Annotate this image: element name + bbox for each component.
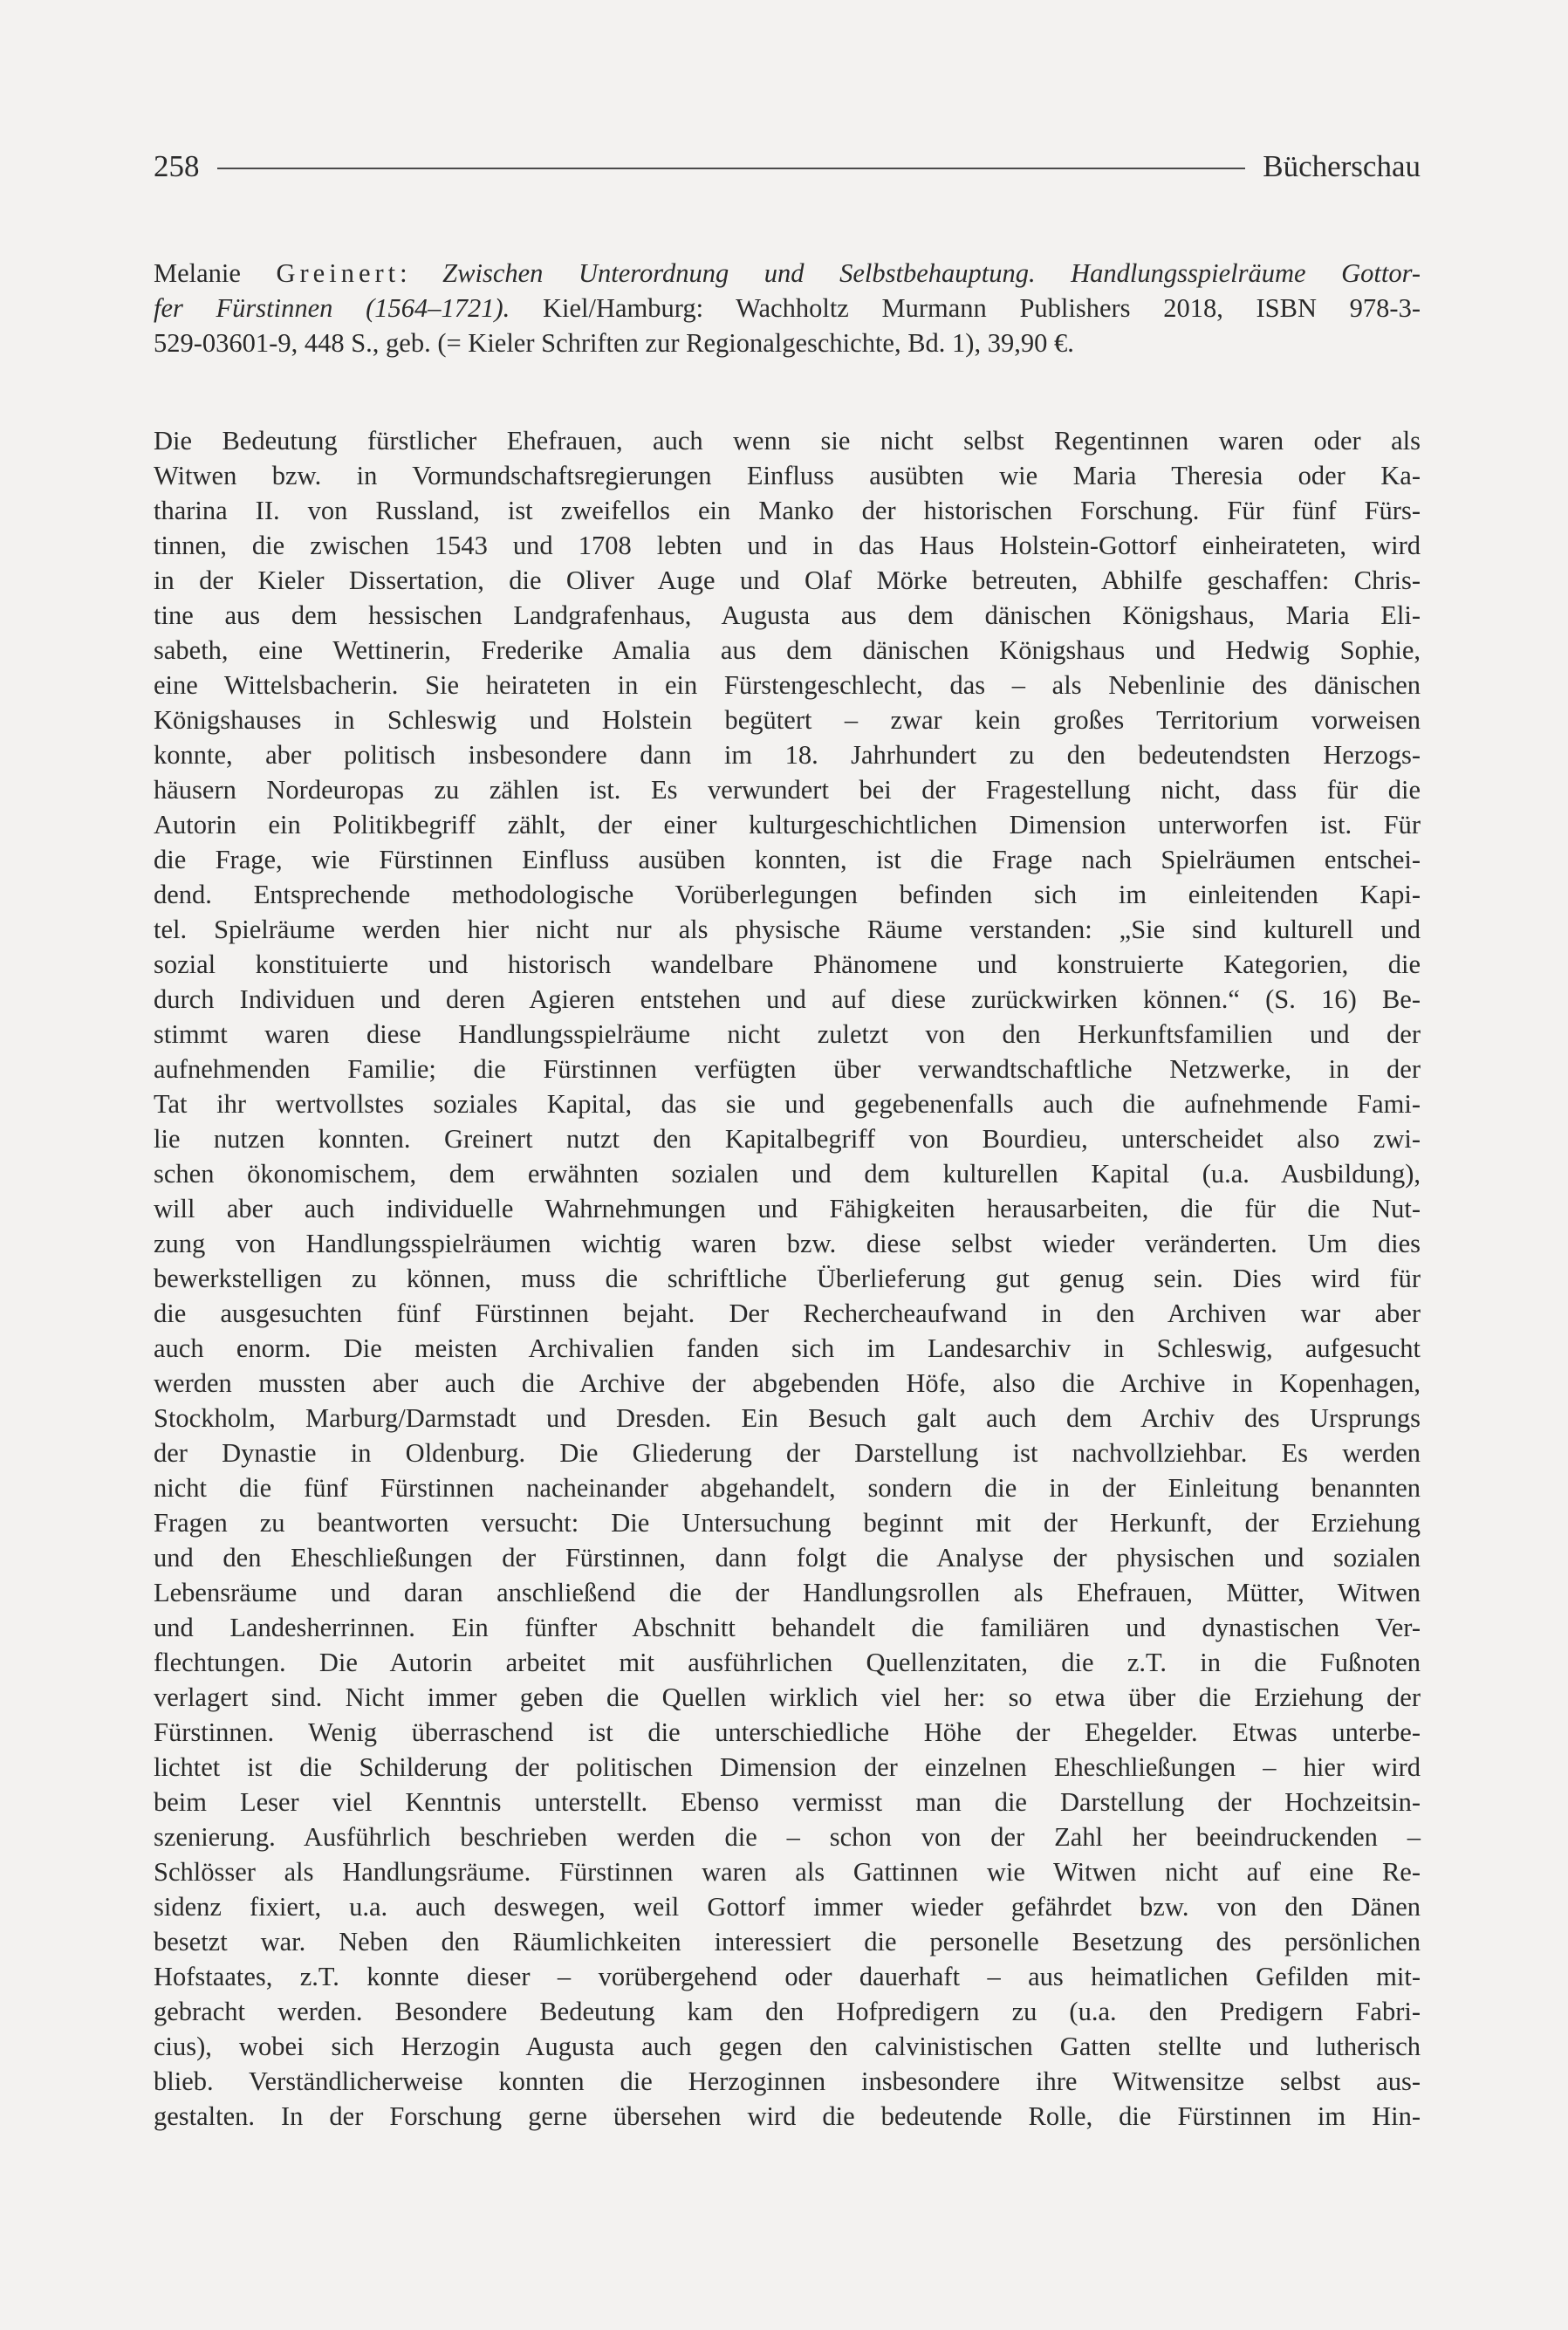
body-text-line: und den Eheschließungen der Fürstinnen, dann folgt die Analyse der physischen und sozialen xyxy=(154,1543,1421,1573)
body-text-line: Stockholm, Marburg/Darmstadt und Dresden. Ein Besuch galt auch dem Archiv des Ursprungs xyxy=(154,1403,1421,1433)
body-text-line: sabeth, eine Wettinerin, Frederike Amalia aus dem dänischen Königshaus und Hedwig Sophie, xyxy=(154,635,1421,665)
body-text-line: Witwen bzw. in Vormundschaftsregierungen Einfluss ausübten wie Maria Theresia oder Ka- xyxy=(154,461,1421,490)
header-rule xyxy=(217,168,1246,169)
body-text-line: stimmt waren diese Handlungsspielräume nicht zuletzt von den Herkunftsfamilien und der xyxy=(154,1019,1421,1049)
body-text-line: lie nutzen konnten. Greinert nutzt den Kapitalbegriff von Bourdieu, unterscheidet also zwi- xyxy=(154,1124,1421,1154)
body-text-line: Königshauses in Schleswig und Holstein begütert – zwar kein großes Territorium vorweisen xyxy=(154,705,1421,735)
body-text-line: der Dynastie in Oldenburg. Die Gliederung der Darstellung ist nachvollziehbar. Es werden xyxy=(154,1438,1421,1468)
body-text-line: bewerkstelligen zu können, muss die schriftliche Überlieferung gut genug sein. Dies wird für xyxy=(154,1264,1421,1293)
body-text-line: dend. Entsprechende methodologische Vorüberlegungen befinden sich im einleitenden Kapi- xyxy=(154,880,1421,909)
body-text-line: lichtet ist die Schilderung der politischen Dimension der einzelnen Eheschließungen – hier wird xyxy=(154,1752,1421,1782)
body-text-line: Hofstaates, z.T. konnte dieser – vorübergehend oder dauerhaft – aus heimatlichen Gefilden mit- xyxy=(154,1962,1421,1991)
body-text-line: tine aus dem hessischen Landgrafenhaus, Augusta aus dem dänischen Königshaus, Maria Eli- xyxy=(154,600,1421,630)
body-text-line: gebracht werden. Besondere Bedeutung kam den Hofpredigern zu (u.a. den Predigern Fabri- xyxy=(154,1997,1421,2026)
body-text-line: aufnehmenden Familie; die Fürstinnen verfügten über verwandtschaftliche Netzwerke, in der xyxy=(154,1054,1421,1084)
body-text-line: besetzt war. Neben den Räumlichkeiten interessiert die personelle Besetzung des persönlichen xyxy=(154,1927,1421,1957)
review-body xyxy=(154,423,1421,2134)
body-text-line: tinnen, die zwischen 1543 und 1708 lebten und in das Haus Holstein-Gottorf einheirateten, wird xyxy=(154,531,1421,560)
body-text-line: blieb. Verständlicherweise konnten die Herzoginnen insbesondere ihre Witwensitze selbst aus- xyxy=(154,2066,1421,2096)
body-text-line: Schlösser als Handlungsräume. Fürstinnen waren als Gattinnen wie Witwen nicht auf eine Re- xyxy=(154,1857,1421,1887)
author-given-name: Melanie xyxy=(154,258,277,288)
body-text-line: cius), wobei sich Herzogin Augusta auch gegen den calvinistischen Gatten stellte und lutherisch xyxy=(154,2032,1421,2061)
body-text-line: sozial konstituierte und historisch wandelbare Phänomene und konstruierte Kategorien, die xyxy=(154,949,1421,979)
body-text-line: Fragen zu beantworten versucht: Die Untersuchung beginnt mit der Herkunft, der Erziehung xyxy=(154,1508,1421,1538)
citation-line: Melanie Greinert: Zwischen Unterordnung und Selbstbehauptung. Handlungsspielräume Gottor- xyxy=(154,258,1421,288)
running-header xyxy=(154,141,1421,190)
body-text-line: und Landesherrinnen. Ein fünfter Abschnitt behandelt die familiären und dynastischen Ver- xyxy=(154,1613,1421,1642)
page-number: 258 xyxy=(154,148,200,183)
body-text-line: werden mussten aber auch die Archive der abgebenden Höfe, also die Archive in Kopenhagen, xyxy=(154,1368,1421,1398)
body-text-line: schen ökonomischem, dem erwähnten sozialen und dem kulturellen Kapital (u.a. Ausbildung), xyxy=(154,1159,1421,1189)
body-text-line: nicht die fünf Fürstinnen nacheinander abgehandelt, sondern die in der Einleitung benannten xyxy=(154,1473,1421,1503)
publication-info: Kiel/Hamburg: Wachholtz Murmann Publishers 2018, ISBN 978-3- xyxy=(510,293,1421,323)
body-text-line: gestalten. In der Forschung gerne übersehen wird die bedeutende Rolle, die Fürstinnen im Hin- xyxy=(154,2101,1421,2131)
body-text-line: verlagert sind. Nicht immer geben die Quellen wirklich viel her: so etwa über die Erziehung der xyxy=(154,1682,1421,1712)
body-text-line: konnte, aber politisch insbesondere dann im 18. Jahrhundert zu den bedeutendsten Herzogs- xyxy=(154,740,1421,770)
body-text-line: auch enorm. Die meisten Archivalien fanden sich im Landesarchiv in Schleswig, aufgesucht xyxy=(154,1333,1421,1363)
body-text-line: sidenz fixiert, u.a. auch deswegen, weil Gottorf immer wieder gefährdet bzw. von den Dänen xyxy=(154,1892,1421,1922)
body-text-line: in der Kieler Dissertation, die Oliver Auge und Olaf Mörke betreuten, Abhilfe geschaffen: Chris- xyxy=(154,565,1421,595)
citation-line xyxy=(154,291,1421,326)
citation-line xyxy=(154,326,1421,360)
body-text-line: Autorin ein Politikbegriff zählt, der einer kulturgeschichtlichen Dimension unterworfen ist. Für xyxy=(154,810,1421,839)
body-text-line: szenierung. Ausführlich beschrieben werden die – schon von der Zahl her beeindruckenden – xyxy=(154,1822,1421,1852)
body-text-line: tel. Spielräume werden hier nicht nur als physische Räume verstanden: „Sie sind kulturell und xyxy=(154,915,1421,944)
body-text-line: die Frage, wie Fürstinnen Einfluss ausüben konnten, ist die Frage nach Spielräumen entschei- xyxy=(154,845,1421,874)
publication-details: 529-03601-9, 448 S., geb. (= Kieler Schriften zur Regionalgeschichte, Bd. 1), 39,90 €. xyxy=(154,328,1074,358)
body-text-line: beim Leser viel Kenntnis unterstellt. Ebenso vermisst man die Darstellung der Hochzeitsin- xyxy=(154,1787,1421,1817)
body-text-line: eine Wittelsbacherin. Sie heirateten in ein Fürstengeschlecht, das – als Nebenlinie des dänischen xyxy=(154,670,1421,700)
body-text-line: tharina II. von Russland, ist zweifellos ein Manko der historischen Forschung. Für fünf Fürs- xyxy=(154,496,1421,525)
body-text-line: will aber auch individuelle Wahrnehmungen und Fähigkeiten herausarbeiten, die für die Nut- xyxy=(154,1194,1421,1223)
body-text-line: die ausgesuchten fünf Fürstinnen bejaht. Der Rechercheaufwand in den Archiven war aber xyxy=(154,1299,1421,1328)
book-citation xyxy=(154,256,1421,360)
body-text-line: zung von Handlungsspielräumen wichtig waren bzw. diese selbst wieder veränderten. Um dies xyxy=(154,1229,1421,1258)
body-text-line: Tat ihr wertvollstes soziales Kapital, das sie und gegebenenfalls auch die aufnehmende Fami- xyxy=(154,1089,1421,1119)
body-text-line: Fürstinnen. Wenig überraschend ist die unterschiedliche Höhe der Ehegelder. Etwas unterbe- xyxy=(154,1717,1421,1747)
running-head: Bücherschau xyxy=(1263,148,1421,183)
body-text-line: häusern Nordeuropas zu zählen ist. Es verwundert bei der Fragestellung nicht, dass für die xyxy=(154,775,1421,805)
body-text-line: Lebensräume und daran anschließend die der Handlungsrollen als Ehefrauen, Mütter, Witwen xyxy=(154,1578,1421,1607)
book-title-cont: fer Fürstinnen (1564–1721). xyxy=(154,293,510,323)
book-title: Zwischen Unterordnung und Selbstbehauptung. Handlungsspielräume Gottor- xyxy=(442,258,1421,288)
author-surname: Greinert xyxy=(276,258,401,288)
body-text-line: Die Bedeutung fürstlicher Ehefrauen, auch wenn sie nicht selbst Regentinnen waren oder als xyxy=(154,426,1421,456)
body-text-line: durch Individuen und deren Agieren entstehen und auf diese zurückwirken können.“ (S. 16) Be- xyxy=(154,984,1421,1014)
body-text-line: flechtungen. Die Autorin arbeitet mit ausführlichen Quellenzitaten, die z.T. in die Fußnoten xyxy=(154,1648,1421,1677)
